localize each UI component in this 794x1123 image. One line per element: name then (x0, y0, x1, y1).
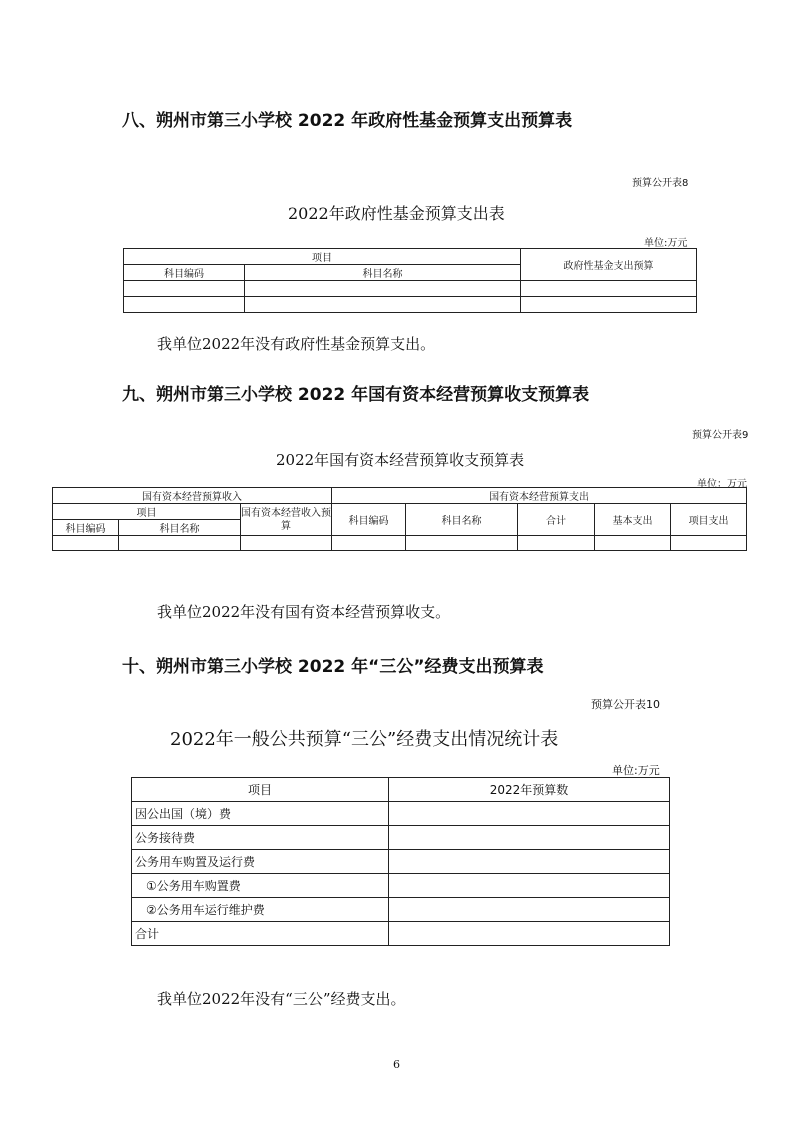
header-item: 项目 (53, 504, 241, 520)
header-total: 合计 (518, 504, 595, 536)
section-10-heading: 十、朔州市第三小学校 2022 年“三公”经费支出预算表 (122, 657, 544, 677)
section-8-table-id: 预算公开表8 (632, 178, 689, 189)
table-row (132, 874, 670, 898)
row-label: 公务用车购置及运行费 (132, 850, 389, 874)
header-item: 项目 (124, 249, 521, 265)
section-9-heading: 九、朔州市第三小学校 2022 年国有资本经营预算收支预算表 (122, 385, 590, 405)
table-row (124, 281, 697, 297)
table-row (132, 850, 670, 874)
header-subject-name: 科目名称 (119, 520, 241, 536)
section-9-unit: 单位：万元 (697, 479, 747, 490)
row-label: 公务接待费 (132, 826, 389, 850)
row-label: ②公务用车运行维护费 (132, 898, 389, 922)
header-expense-subject-name: 科目名称 (406, 504, 518, 536)
section-8-unit: 单位:万元 (644, 238, 688, 249)
section-10-note: 我单位2022年没有“三公”经费支出。 (157, 990, 406, 1008)
section-8-table-title: 2022年政府性基金预算支出表 (288, 204, 505, 223)
row-label: 合计 (132, 922, 389, 946)
header-expense: 国有资本经营预算支出 (332, 488, 747, 504)
page-number: 6 (393, 1058, 400, 1071)
header-budget-amount: 2022年预算数 (389, 778, 670, 802)
table-row (132, 922, 670, 946)
header-subject-name: 科目名称 (245, 265, 521, 281)
table-row (124, 297, 697, 313)
row-label: ①公务用车购置费 (132, 874, 389, 898)
section-9-table-title: 2022年国有资本经营预算收支预算表 (276, 451, 525, 469)
state-capital-table (52, 487, 747, 551)
government-fund-table (123, 248, 697, 313)
section-10-table-id: 预算公开表10 (591, 698, 660, 711)
header-basic-expense: 基本支出 (595, 504, 671, 536)
table-row (53, 536, 747, 551)
header-subject-code: 科目编码 (124, 265, 245, 281)
section-8-note: 我单位2022年没有政府性基金预算支出。 (157, 335, 436, 353)
section-9-note: 我单位2022年没有国有资本经营预算收支。 (157, 603, 451, 621)
section-10-table-title: 2022年一般公共预算“三公”经费支出情况统计表 (170, 729, 559, 750)
table-row (132, 802, 670, 826)
section-8-heading: 八、朔州市第三小学校 2022 年政府性基金预算支出预算表 (122, 111, 573, 131)
section-9-table-id: 预算公开表9 (692, 430, 749, 441)
row-label: 因公出国（境）费 (132, 802, 389, 826)
section-10-unit: 单位:万元 (612, 764, 660, 777)
header-project-expense: 项目支出 (671, 504, 747, 536)
table-row (132, 898, 670, 922)
header-fund-budget: 政府性基金支出预算 (521, 249, 697, 281)
header-expense-subject-code: 科目编码 (332, 504, 406, 536)
header-income-budget: 国有资本经营收入预算 (241, 504, 332, 536)
three-public-expense-table (131, 777, 670, 946)
header-item: 项目 (132, 778, 389, 802)
table-row (132, 826, 670, 850)
header-subject-code: 科目编码 (53, 520, 119, 536)
header-income: 国有资本经营预算收入 (53, 488, 332, 504)
